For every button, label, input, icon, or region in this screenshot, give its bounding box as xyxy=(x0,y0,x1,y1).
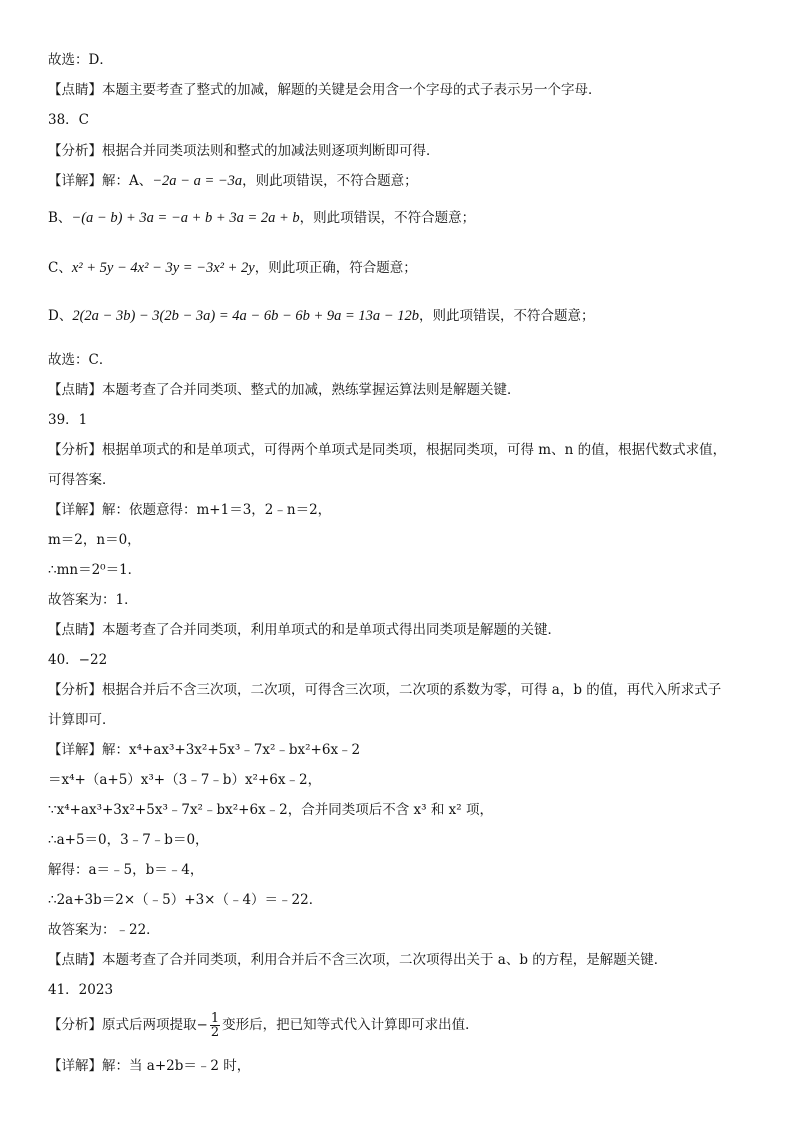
commentary-line: 【点睛】本题考查了合并同类项、整式的加减，熟练掌握运算法则是解题关键． xyxy=(48,382,521,398)
analysis-line: 【分析】根据合并同类项法则和整式的加减法则逐项判断即可得． xyxy=(48,143,440,159)
detail-option-d xyxy=(48,306,594,326)
analysis-line: 【分析】根据合并后不含三次项，二次项，可得含三次项，二次项的系数为零，可得 a，b 的值，再代入所求式子 xyxy=(48,682,722,698)
fraction-numerator: 1 xyxy=(210,1011,220,1026)
detail-line: ∵x⁴+ax³+3x²+5x³﹣7x²﹣bx²+6x﹣2，合并同类项后不含 x³ 和 x² 项， xyxy=(48,802,493,818)
option-b-math: −(a − b) + 3a = −a + b + 3a = 2a + b xyxy=(71,210,300,226)
detail-line: ＝x⁴+（a+5）x³+（3﹣7﹣b）x²+6x﹣2， xyxy=(48,772,322,788)
detail-option-b xyxy=(48,208,475,228)
detail-line: ∴mn＝2⁰＝1． xyxy=(48,562,142,578)
option-c-verdict: ，则此项正确，符合题意； xyxy=(254,260,417,276)
answer-line: 故答案为：﹣22． xyxy=(48,922,160,938)
option-d-math: 2(2a − 3b) − 3(2b − 3a) = 4a − 6b − 6b + 9a = 13a − 12b xyxy=(72,308,419,324)
analysis-line-cont: 可得答案． xyxy=(48,472,116,488)
option-d-label: D、 xyxy=(48,308,73,324)
option-a-math: −2a − a = −3a xyxy=(152,173,243,189)
problem-number-41: 41．2023 xyxy=(48,982,114,998)
analysis-line xyxy=(48,1012,479,1039)
answer-choice-line: 故选：D． xyxy=(48,52,113,68)
analysis-suffix: 变形后，把已知等式代入计算即可求出值． xyxy=(222,1017,479,1033)
answer-line: 故答案为：1． xyxy=(48,592,138,608)
detail-line: 【详解】解：当 a+2b＝﹣2 时， xyxy=(48,1058,251,1074)
option-a-label: 【详解】解：A、 xyxy=(48,173,153,189)
problem-number-40: 40．−22 xyxy=(48,652,108,668)
answer-choice-line: 故选：C． xyxy=(48,352,113,368)
analysis-line-cont: 计算即可． xyxy=(48,712,116,728)
detail-line: m＝2，n＝0， xyxy=(48,532,141,548)
detail-line: ∴2a+3b＝2×（﹣5）+3×（﹣4）＝﹣22． xyxy=(48,892,323,908)
option-b-label: B、 xyxy=(48,210,72,226)
option-a-verdict: ，则此项错误，不符合题意； xyxy=(242,173,418,189)
commentary-line: 【点睛】本题考查了合并同类项，利用合并后不含三次项，二次项得出关于 a、b 的方程，是解题关键． xyxy=(48,952,668,968)
commentary-line: 【点睛】本题主要考查了整式的加减，解题的关键是会用含一个字母的式子表示另一个字母． xyxy=(48,82,602,98)
fraction-one-half xyxy=(210,1012,220,1039)
analysis-prefix: 【分析】原式后两项提取− xyxy=(48,1017,208,1033)
detail-line: 解得：a＝﹣5，b＝﹣4， xyxy=(48,862,204,878)
problem-number-39: 39．1 xyxy=(48,412,88,428)
detail-line: 【详解】解：依题意得：m+1＝3，2﹣n＝2， xyxy=(48,502,332,518)
analysis-line: 【分析】根据单项式的和是单项式，可得两个单项式是同类项，根据同类项，可得 m、n 的值，根据代数式求值， xyxy=(48,442,727,458)
option-c-label: C、 xyxy=(48,260,72,276)
option-c-math: x² + 5y − 4x² − 3y = −3x² + 2y xyxy=(71,260,255,276)
fraction-denominator: 2 xyxy=(210,1025,220,1040)
detail-line: ∴a+5＝0，3﹣7﹣b＝0， xyxy=(48,832,209,848)
option-d-verdict: ，则此项错误，不符合题意； xyxy=(418,308,595,324)
detail-option-c xyxy=(48,258,417,278)
commentary-line: 【点睛】本题考查了合并同类项，利用单项式的和是单项式得出同类项是解题的关键． xyxy=(48,622,561,638)
detail-option-a xyxy=(48,171,418,191)
problem-number-38: 38．C xyxy=(48,112,90,128)
option-b-verdict: ，则此项错误，不符合题意； xyxy=(299,210,476,226)
detail-line: 【详解】解：x⁴+ax³+3x²+5x³﹣7x²﹣bx²+6x﹣2 xyxy=(48,742,361,758)
